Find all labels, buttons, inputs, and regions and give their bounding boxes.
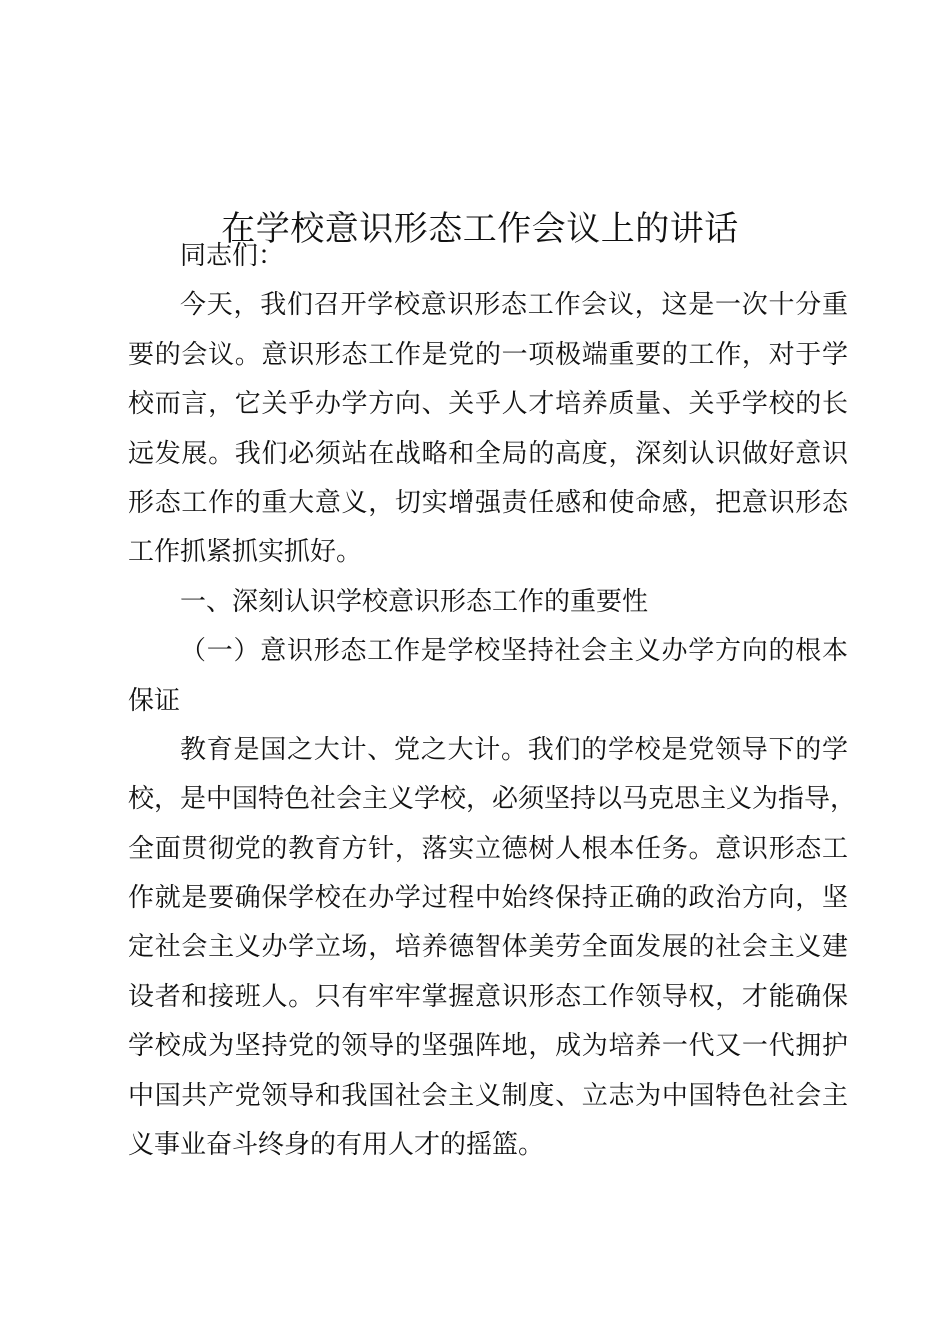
paragraph-line: 中国共产党领导和我国社会主义制度、立志为中国特色社会主 <box>128 1080 848 1111</box>
paragraph-line: 设者和接班人。只有牢牢掌握意识形态工作领导权，才能确保 <box>128 981 848 1012</box>
subsection-heading <box>128 627 848 726</box>
paragraph-line: 要的会议。意识形态工作是党的一项极端重要的工作，对于学 <box>128 339 848 370</box>
paragraph-line: 工作抓紧抓实抓好。 <box>128 537 363 568</box>
paragraph-line: 学校成为坚持党的领导的坚强阵地，成为培养一代又一代拥护 <box>128 1031 848 1062</box>
paragraph-line: 远发展。我们必须站在战略和全局的高度，深刻认识做好意识 <box>128 438 848 469</box>
document-body <box>128 232 857 1170</box>
paragraph-line: 定社会主义办学立场，培养德智体美劳全面发展的社会主义建 <box>128 932 848 963</box>
paragraph-line: 校而言，它关乎办学方向、关乎人才培养质量、关乎学校的长 <box>128 389 848 420</box>
salutation: 同志们： <box>180 241 285 271</box>
paragraph-education <box>128 726 857 1171</box>
subsection-heading-line: 保证 <box>128 685 181 716</box>
paragraph-intro <box>128 281 848 577</box>
paragraph-line: 义事业奋斗终身的有用人才的摇篮。 <box>128 1130 545 1161</box>
paragraph-line: 全面贯彻党的教育方针，落实立德树人根本任务。意识形态工 <box>128 833 848 864</box>
section-heading: 一、深刻认识学校意识形态工作的重要性 <box>180 586 649 617</box>
paragraph-line: 形态工作的重大意义，切实增强责任感和使命感，把意识形态 <box>128 487 848 518</box>
paragraph-line: 校，是中国特色社会主义学校，必须坚持以马克思主义为指导， <box>128 784 857 815</box>
document-title: 在学校意识形态工作会议上的讲话 <box>221 208 739 249</box>
paragraph-line: 教育是国之大计、党之大计。我们的学校是党领导下的学 <box>180 734 848 765</box>
paragraph-line: 今天，我们召开学校意识形态工作会议，这是一次十分重 <box>180 290 848 321</box>
subsection-heading-line: （一）意识形态工作是学校坚持社会主义办学方向的根本 <box>180 636 848 667</box>
paragraph-line: 作就是要确保学校在办学过程中始终保持正确的政治方向，坚 <box>128 883 848 914</box>
